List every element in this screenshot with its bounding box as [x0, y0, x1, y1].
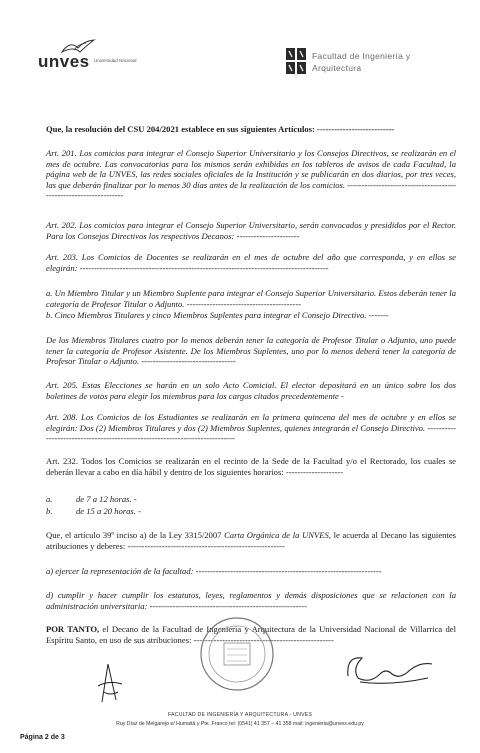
article-203-item-a: a. Un Miembro Titular y un Miembro Suplente para integrar el Consejo Superior Universitario. Estos deberán tener la categoría de Profesor Titular o Adjunto. ----------------------------------------: [46, 288, 456, 309]
ley-text-italic: Carta Orgánica de la UNVES: [224, 530, 329, 540]
intro-text: Que, la resolución del CSU 204/2021 establece en sus siguientes Artículos: ---------------------------: [46, 124, 395, 134]
ley-text-pre: Que, el artículo 39º inciso a) de la Ley 3315/2007: [46, 530, 225, 540]
attribution-a: a) ejercer la representación de la facultad: -----------------------------------------------------------------: [46, 566, 382, 576]
members-paragraph: De los Miembros Titulares cuatro por lo menos deberán tener la categoría de Profesor Titular o Adjunto, uno puede tener la categoría de Profesor Asistente. De los Miembros Suplentes, uno por lo menos deberá tener la categoría de Profesor Titular o Adjunto. ---------------------------------: [46, 335, 456, 367]
page-number: Página 2 de 3: [20, 734, 65, 741]
por-tanto-bold: POR TANTO,: [46, 624, 100, 634]
article-205: Art. 205. Estas Elecciones se harán en un solo Acto Comicial. El elector depositará en un único sobre los dos boletines de votos para elegir los miembros para los cargos citados precedentemente -: [46, 380, 456, 401]
por-tanto-text: el Decano de la Facultad de Ingeniería y Arquitectura de la Universidad Nacional de Villarrica del Espíritu Santo, en uso de sus atribuciones: -------------------------------------------------: [46, 624, 456, 645]
faculty-name-line2: Arquitectura: [312, 63, 362, 73]
ley-paragraph: [46, 530, 456, 551]
intro-paragraph: [46, 124, 456, 135]
article-202: Art. 202. Los comicios para integrar el Consejo Superior Universitario, serán convocados y presididos por el Rector. Para los Consejos Directivos los respectivos Decanos: ----------------------: [46, 220, 456, 241]
faculty-logo: [286, 47, 456, 79]
article-203: Art. 203. Los Comicios de Docentes se realizarán en el mes de octubre del año que corresponda, y en ellos se elegirán: ---------------------------------------------------------------------------------------: [46, 252, 456, 273]
ley-text-post: , le acuerda al Decano las siguientes atribuciones y deberes: -------------------------------------------------------: [46, 530, 456, 551]
article-232-text: Art. 232. Todos los Comicios se realizarán en el recinto de la Sede de la Facultad y/o el Rectorado, los cuales se deberán llevar a cabo en día hábil y dentro de los siguientes horarios: --------------------: [46, 456, 456, 477]
unves-logo-subtitle: Universidad Nacional: [94, 58, 137, 63]
footer-contact: Ruy Díaz de Melgarejo e/ Humaitá y Pte. Franco tel: (0541) 41 357 – 41 358 mail: ingenieria@unves.edu.py: [116, 721, 364, 727]
unves-logo: [38, 38, 188, 74]
article-208: Art. 208. Los Comicios de los Estudiantes se realizarán en la primera quincena del mes de octubre y en ellos se elegirán: Dos (2) Miembros Titulares y dos (2) Miembros Suplentes, quienes integrarán el Consejo Directivo. ----------------------------------------------------------------------------: [46, 412, 456, 444]
official-stamp-icon: [198, 615, 276, 693]
unves-logo-text: unves: [38, 52, 90, 71]
hours-letter-b: b.: [46, 506, 53, 516]
hours-letter-a: a.: [46, 494, 53, 504]
hours-text-a: de 7 a 12 horas. -: [76, 494, 137, 504]
hours-item-a: [46, 494, 456, 505]
faculty-name-line1: Facultad de Ingeniería y: [312, 51, 411, 61]
article-201: Art. 201. Los comicios para integrar el Consejo Superior Universitario y los Consejos Directivos, se realizarán en el mes de octubre. Las convocatorias para los mismos serán exhibidas en los tableros de avisos de cada Facultad, la página web de la UNVES, las redes sociales oficiales de la Institución y se publicarán en dos diarios, por tres veces, las que deberán finalizar por lo menos 30 días antes de la realización de los comicios. -----------------------------------------------------------------: [46, 148, 456, 201]
signature-left-icon: [94, 662, 124, 706]
attribution-d: d) cumplir y hacer cumplir los estatutos, leyes, reglamentos y demás disposiciones que se relacionen con la administración universitaria: -------------------------------------------------------: [46, 590, 456, 611]
faculty-emblem-icon: [286, 48, 306, 74]
article-232: [46, 456, 456, 477]
article-203-item-b: b. Cinco Miembros Titulares y cinco Miembros Suplentes para integrar el Consejo Directivo. -------: [46, 310, 389, 320]
footer-faculty-name: FACULTAD DE INGENIERÍA Y ARQUITECTURA - UNVES: [167, 712, 313, 718]
signature-right-icon: [340, 648, 436, 688]
hours-item-b: [46, 506, 456, 517]
hours-text-b: de 15 a 20 horas. -: [76, 506, 141, 516]
